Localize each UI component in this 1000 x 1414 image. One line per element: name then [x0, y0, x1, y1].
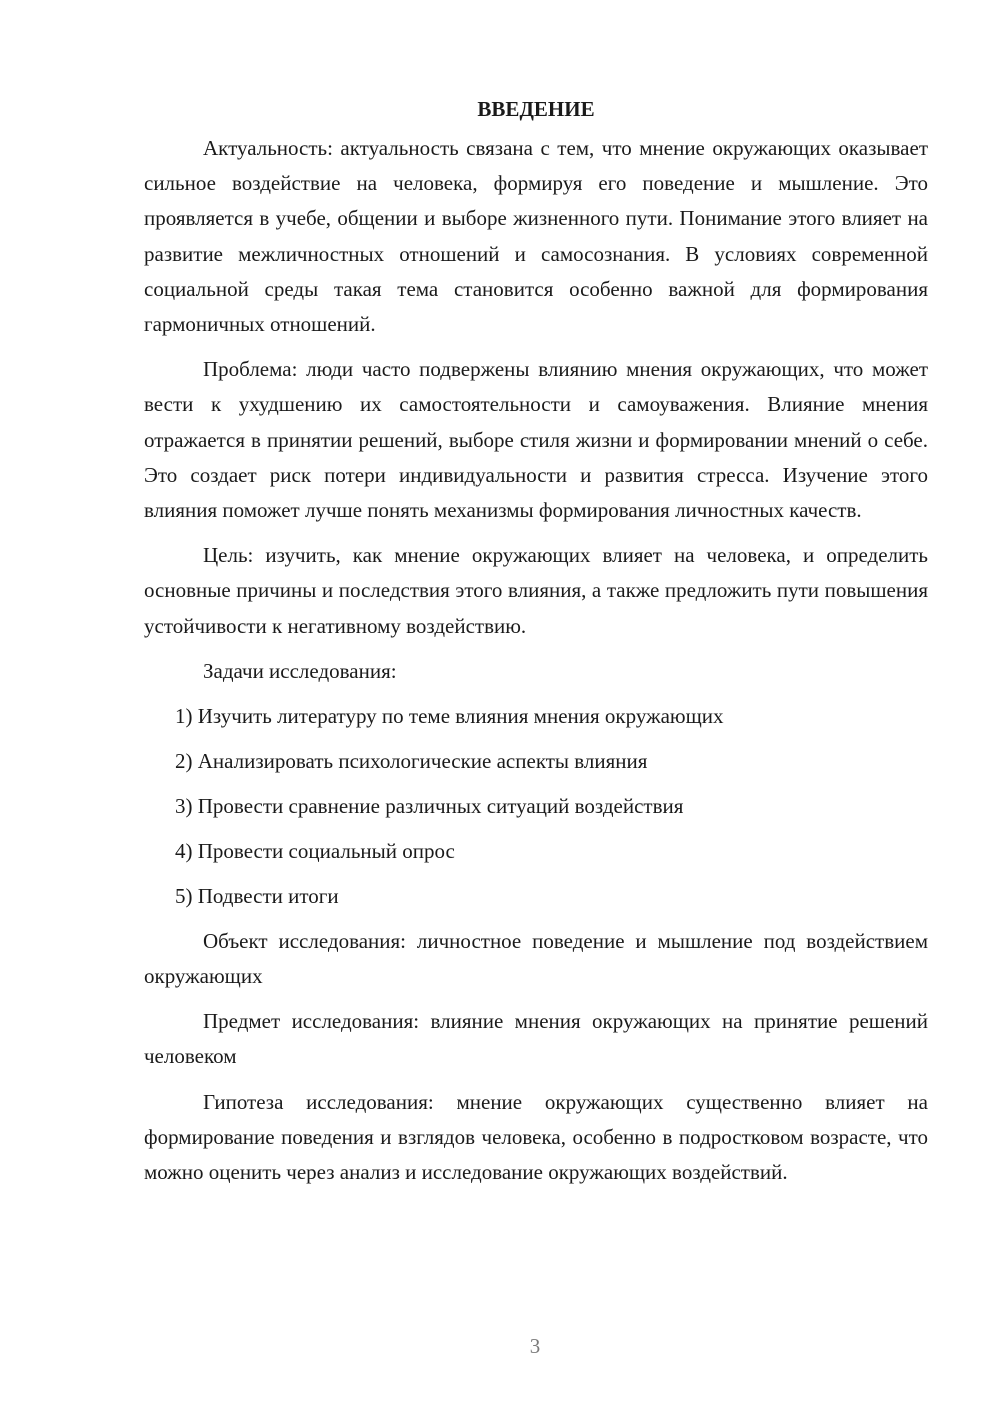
task-item: 1) Изучить литературу по теме влияния мнения окружающих — [175, 703, 724, 728]
subject-paragraph: Предмет исследования: влияние мнения окружающих на принятие решений человеком — [144, 1009, 928, 1069]
goal-paragraph: Цель: изучить, как мнение окружающих влияет на человека, и определить основные причины и последствия этого влияния, а также предложить пути повышения устойчивости к негативному воздействию. — [144, 543, 928, 638]
tasks-list — [144, 699, 928, 914]
task-item: 3) Провести сравнение различных ситуаций воздействия — [175, 793, 684, 818]
problem-paragraph: Проблема: люди часто подвержены влиянию мнения окружающих, что может вести к ухудшению их самостоятельности и самоуважения. Влияние мнения отражается в принятии решений, выборе стиля жизни и формировании мнений о себе. Это создает риск потери индивидуальности и развития стресса. Изучение этого влияния поможет лучше понять механизмы формирования личностных качеств. — [144, 357, 928, 523]
tasks-heading: Задачи исследования: — [203, 658, 397, 683]
task-item: 4) Провести социальный опрос — [175, 838, 455, 863]
relevance-paragraph: Актуальность: актуальность связана с тем, что мнение окружающих оказывает сильное воздействие на человека, формируя его поведение и мышление. Это проявляется в учебе, общении и выборе жизненного пути. Понимание этого влияет на развитие межличностных отношений и самосознания. В условиях современной социальной среды такая тема становится особенно важной для формирования гармоничных отношений. — [144, 136, 928, 337]
object-paragraph: Объект исследования: личностное поведение и мышление под воздействием окружающих — [144, 928, 928, 989]
page-title: ВВЕДЕНИЕ — [477, 97, 595, 121]
hypothesis-paragraph: Гипотеза исследования: мнение окружающих существенно влияет на формирование поведения и взглядов человека, особенно в подростковом возрасте, что можно оценить через анализ и исследование окружающих воздействий. — [144, 1089, 928, 1185]
task-item: 2) Анализировать психологические аспекты влияния — [175, 748, 648, 773]
task-item: 5) Подвести итоги — [175, 883, 339, 908]
page-number: 3 — [529, 1334, 541, 1358]
document-page — [144, 92, 928, 1190]
